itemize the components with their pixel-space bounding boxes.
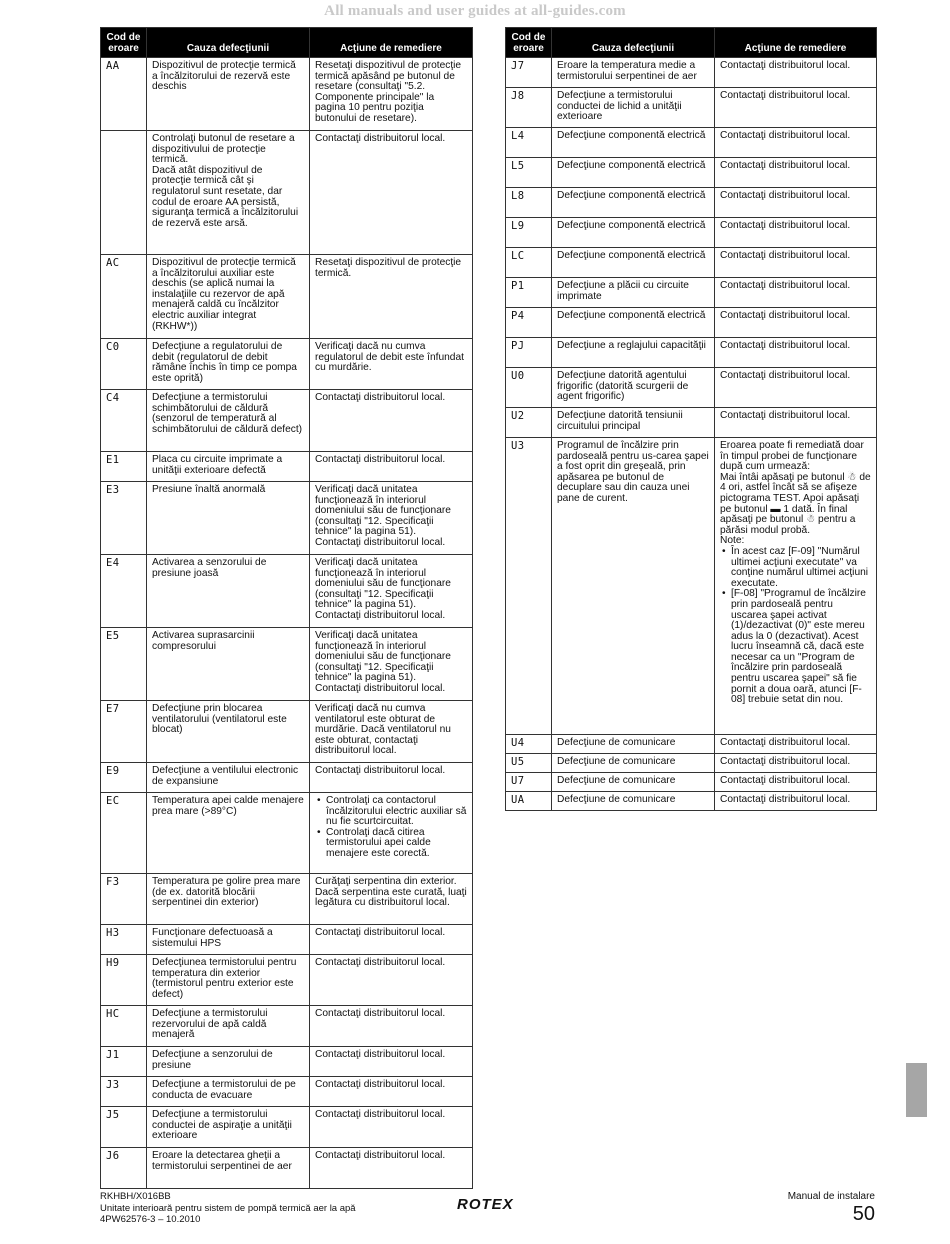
error-action-text: Contactaţi distribuitorul local.	[315, 1079, 446, 1090]
error-cause: Temperatura pe golire prea mare (de ex. datorită blocării serpentinei din exterior)	[147, 874, 310, 925]
error-action	[310, 925, 473, 955]
error-code: F3	[101, 874, 147, 925]
error-action	[715, 88, 877, 128]
error-action-text: Contactaţi distribuitorul local.	[720, 190, 851, 201]
error-action-text: Verificaţi dacă unitatea funcţionează în interiorul domeniului său de funcţionare (consultaţi "12. Specificaţii tehnice" la pagina 51). Contactaţi distribuitorul local.	[315, 557, 451, 621]
table-row	[101, 955, 473, 1006]
error-cause: Funcţionare defectuoasă a sistemului HPS	[147, 925, 310, 955]
action-bullet: • Controlaţi ca contactorul încălzitorului electric auxiliar să nu fie scurtcircuitat.	[315, 796, 467, 828]
error-action-text: Contactaţi distribuitorul local.	[720, 310, 851, 321]
error-code: E7	[101, 701, 147, 763]
error-cause: Dispozitivul de protecţie termică a încălzitorului auxiliar este deschis (se aplică numai la instalaţiile cu rezervor de apă menajeră caldă cu încălzitor electric auxiliar integrat (RKHW*))	[147, 255, 310, 339]
error-cause: Defecţiune componentă electrică	[552, 248, 715, 278]
error-cause: Defecţiune a termistorului de pe conducta de evacuare	[147, 1077, 310, 1107]
error-action	[310, 555, 473, 628]
col-header-code: Cod de eroare	[101, 28, 147, 58]
table-body-left	[101, 58, 473, 1189]
error-table-left	[100, 27, 473, 1189]
error-action	[715, 218, 877, 248]
error-action	[310, 1047, 473, 1077]
error-action	[310, 339, 473, 390]
error-code: J7	[506, 58, 552, 88]
error-code: H9	[101, 955, 147, 1006]
error-code: AC	[101, 255, 147, 339]
table-row	[101, 1077, 473, 1107]
error-cause: Defecţiune datorită tensiunii circuitului principal	[552, 408, 715, 438]
error-code: P1	[506, 278, 552, 308]
footer-manual-title: Manual de instalare	[787, 1191, 875, 1202]
action-bullet: • [F-08] "Programul de încălzire prin pardoseală pentru uscarea şapei activat (1)/dezactivat (0)" este mereu adus la 0 (dezactivat). Acest lucru înseamnă că, dacă este necesar ca un "Program de încălzire prin pardoseală pentru uscarea şapei" să fie pornit a doua oară, atunci [F-08] trebuie setat din nou.	[720, 589, 871, 706]
table-row	[101, 131, 473, 255]
error-code: U3	[506, 438, 552, 735]
footer-model: RKHBH/X016BB	[100, 1191, 171, 1202]
error-action-text: Contactaţi distribuitorul local.	[720, 130, 851, 141]
table-row	[506, 128, 877, 158]
col-header-action: Acţiune de remediere	[715, 28, 877, 58]
error-cause: Controlaţi butonul de resetare a dispozitivului de protecţie termică. Dacă atât dispozitivul de protecţie termică cât şi regulatorul sunt resetate, dar codul de eroare AA persistă, siguranţa termică a încălzitorului de rezervă este arsă.	[147, 131, 310, 255]
error-cause: Defecţiune datorită agentului frigorific (datorită scurgerii de agent frigorific)	[552, 368, 715, 408]
chapter-tab-marker	[906, 1063, 927, 1117]
table-row	[101, 339, 473, 390]
error-action	[310, 1107, 473, 1148]
table-row	[506, 308, 877, 338]
watermark: All manuals and user guides at all-guides.com	[324, 3, 626, 19]
error-code: U4	[506, 735, 552, 754]
error-action-text: Contactaţi distribuitorul local.	[720, 250, 851, 261]
table-row	[506, 218, 877, 248]
error-code: P4	[506, 308, 552, 338]
error-action	[715, 368, 877, 408]
table-row	[101, 763, 473, 793]
error-cause: Defecţiune a senzorului de presiune	[147, 1047, 310, 1077]
error-code: LC	[506, 248, 552, 278]
error-action-text: Resetaţi dispozitivul de protecţie termică apăsând pe butonul de resetare (consultaţi "5.2. Componente principale" la pagina 10 pentru poziţia butonului de resetare).	[315, 60, 462, 124]
error-cause: Defecţiune de comunicare	[552, 735, 715, 754]
error-code: E5	[101, 628, 147, 701]
error-cause: Eroare la temperatura medie a termistorului serpentinei de aer	[552, 58, 715, 88]
table-row	[101, 390, 473, 452]
table-row	[506, 278, 877, 308]
error-code: UA	[506, 792, 552, 811]
error-code: AA	[101, 58, 147, 131]
error-action	[310, 763, 473, 793]
error-cause: Defecţiune a termistorului schimbătorului de căldură (senzorul de temperatură al schimbătorului de căldură defect)	[147, 390, 310, 452]
error-cause: Programul de încălzire prin pardoseală pentru us-carea şapei a fost oprit din greşeală, prin apăsarea pe butonul de decuplare sau din cauza unei pane de curent.	[552, 438, 715, 735]
error-cause: Defecţiune de comunicare	[552, 792, 715, 811]
error-action	[310, 452, 473, 482]
error-cause: Placa cu circuite imprimate a unităţii exterioare defectă	[147, 452, 310, 482]
error-action	[715, 735, 877, 754]
table-row	[506, 58, 877, 88]
error-code: E9	[101, 763, 147, 793]
action-bullet: • În acest caz [F-09] "Numărul ultimei acţiuni executate" va conţine numărul ultimei acţiuni executate.	[720, 547, 871, 589]
error-code: HC	[101, 1006, 147, 1047]
error-action-text: Contactaţi distribuitorul local.	[315, 1049, 446, 1060]
error-action	[310, 131, 473, 255]
error-action-text: Verificaţi dacă unitatea funcţionează în interiorul domeniului său de funcţionare (consultaţi "12. Specificaţii tehnice" la pagina 51). Contactaţi distribuitorul local.	[315, 630, 451, 694]
col-header-cause: Cauza defecţiunii	[552, 28, 715, 58]
table-body-right	[506, 58, 877, 811]
table-row	[101, 925, 473, 955]
error-action-text: Contactaţi distribuitorul local.	[315, 765, 446, 776]
error-code: L5	[506, 158, 552, 188]
error-action	[715, 158, 877, 188]
table-row	[101, 452, 473, 482]
error-cause: Temperatura apei calde menajere prea mare (>89°C)	[147, 793, 310, 874]
error-action	[310, 390, 473, 452]
error-code: U0	[506, 368, 552, 408]
error-action-text: Contactaţi distribuitorul local.	[315, 927, 446, 938]
table-row	[101, 58, 473, 131]
page-number: 50	[852, 1203, 875, 1225]
table-row	[101, 1047, 473, 1077]
error-action	[715, 308, 877, 338]
table-row	[506, 408, 877, 438]
error-action	[310, 1148, 473, 1189]
error-code: U2	[506, 408, 552, 438]
error-action-text: Contactaţi distribuitorul local.	[315, 1109, 446, 1120]
footer-left	[100, 1191, 356, 1226]
table-row	[101, 874, 473, 925]
error-action	[310, 701, 473, 763]
col-header-code: Cod de eroare	[506, 28, 552, 58]
table-row	[101, 1006, 473, 1047]
error-action	[715, 248, 877, 278]
error-action-text: Contactaţi distribuitorul local.	[315, 957, 446, 968]
table-header-row	[506, 28, 877, 58]
error-action	[715, 278, 877, 308]
error-action-text: Contactaţi distribuitorul local.	[720, 410, 851, 421]
table-row	[506, 88, 877, 128]
error-action	[715, 58, 877, 88]
error-cause: Dispozitivul de protecţie termică a încălzitorului de rezervă este deschis	[147, 58, 310, 131]
error-action-text: Contactaţi distribuitorul local.	[720, 220, 851, 231]
error-action	[310, 1077, 473, 1107]
error-code: L8	[506, 188, 552, 218]
table-row	[506, 438, 877, 735]
error-cause: Defecţiunea termistorului pentru temperatura din exterior (termistorul pentru exterior este defect)	[147, 955, 310, 1006]
error-action	[310, 482, 473, 555]
error-action-text: Contactaţi distribuitorul local.	[720, 370, 851, 381]
error-action-text: Contactaţi distribuitorul local.	[720, 775, 851, 786]
error-action	[310, 874, 473, 925]
error-code: EC	[101, 793, 147, 874]
error-code: J3	[101, 1077, 147, 1107]
error-action-text: Contactaţi distribuitorul local.	[720, 794, 851, 805]
error-action-text: Contactaţi distribuitorul local.	[720, 280, 851, 291]
error-cause: Defecţiune componentă electrică	[552, 308, 715, 338]
table-row	[101, 255, 473, 339]
error-cause: Defecţiune a termistorului conductei de aspiraţie a unităţii exterioare	[147, 1107, 310, 1148]
error-code: E3	[101, 482, 147, 555]
table-row	[101, 628, 473, 701]
footer-description: Unitate interioară pentru sistem de pompă termică aer la apă	[100, 1202, 356, 1214]
table-row	[506, 754, 877, 773]
col-header-action: Acţiune de remediere	[310, 28, 473, 58]
error-code: J8	[506, 88, 552, 128]
table-row	[506, 792, 877, 811]
error-action-text: Verificaţi dacă unitatea funcţionează în interiorul domeniului său de funcţionare (consultaţi "12. Specificaţii tehnice" la pagina 51). Contactaţi distribuitorul local.	[315, 484, 451, 548]
error-code: J1	[101, 1047, 147, 1077]
action-bullet-list	[315, 796, 467, 860]
col-header-cause: Cauza defecţiunii	[147, 28, 310, 58]
error-cause: Activarea suprasarcinii compresorului	[147, 628, 310, 701]
brand-logo: ROTEX	[457, 1196, 514, 1213]
error-action	[715, 408, 877, 438]
error-code: U5	[506, 754, 552, 773]
error-cause: Presiune înaltă anormală	[147, 482, 310, 555]
error-cause: Defecţiune de comunicare	[552, 754, 715, 773]
error-action	[715, 338, 877, 368]
table-row	[101, 555, 473, 628]
error-action	[310, 58, 473, 131]
error-action	[715, 438, 877, 735]
error-cause: Defecţiune a plăcii cu circuite imprimate	[552, 278, 715, 308]
error-action-text: Curăţaţi serpentina din exterior. Dacă serpentina este curată, luaţi legătura cu distribuitorul local.	[315, 876, 467, 909]
table-row	[101, 701, 473, 763]
error-action	[715, 128, 877, 158]
error-action-text: Contactaţi distribuitorul local.	[315, 133, 446, 144]
action-bullet: • Controlaţi dacă citirea termistorului apei calde menajere este corectă.	[315, 828, 467, 860]
error-code	[101, 131, 147, 255]
error-cause: Defecţiune prin blocarea ventilatorului (ventilatorul este blocat)	[147, 701, 310, 763]
error-code: H3	[101, 925, 147, 955]
error-code: E4	[101, 555, 147, 628]
table-row	[506, 735, 877, 754]
error-action-text: Contactaţi distribuitorul local.	[720, 756, 851, 767]
error-action	[310, 628, 473, 701]
error-action-text: Eroarea poate fi remediată doar în timpul probei de funcţionare după cum urmează: Mai întâi apăsaţi pe butonul ☃ de 4 ori, astfel încât să se afişeze pictograma TEST. Apoi apăsaţi pe butonul ▬ 1 dată. În final apăsaţi pe butonul ☃ pentru a părăsi modul probă. Note:	[720, 440, 871, 547]
error-action	[715, 188, 877, 218]
error-action-text: Contactaţi distribuitorul local.	[720, 737, 851, 748]
error-code: L9	[506, 218, 552, 248]
error-code: J5	[101, 1107, 147, 1148]
error-cause: Eroare la detectarea gheţii a termistorului serpentinei de aer	[147, 1148, 310, 1189]
table-row	[101, 793, 473, 874]
error-code: C4	[101, 390, 147, 452]
error-cause: Activarea a senzorului de presiune joasă	[147, 555, 310, 628]
footer-docnum: 4PW62576-3 – 10.2010	[100, 1214, 201, 1225]
error-code: L4	[506, 128, 552, 158]
error-code: C0	[101, 339, 147, 390]
error-cause: Defecţiune a termistorului rezervorului de apă caldă menajeră	[147, 1006, 310, 1047]
error-code: E1	[101, 452, 147, 482]
table-row	[506, 158, 877, 188]
error-action	[310, 1006, 473, 1047]
table-row	[101, 1148, 473, 1189]
table-row	[506, 248, 877, 278]
table-header-row	[101, 28, 473, 58]
error-cause: Defecţiune a ventilului electronic de expansiune	[147, 763, 310, 793]
error-cause: Defecţiune a termistorului conductei de lichid a unităţii exterioare	[552, 88, 715, 128]
table-row	[506, 338, 877, 368]
table-row	[101, 482, 473, 555]
error-cause: Defecţiune a regulatorului de debit (regulatorul de debit rămâne închis în timp ce pompa este oprită)	[147, 339, 310, 390]
error-code: PJ	[506, 338, 552, 368]
error-code: U7	[506, 773, 552, 792]
error-action-text: Contactaţi distribuitorul local.	[720, 90, 851, 101]
action-bullet-list	[720, 547, 871, 706]
error-action	[715, 754, 877, 773]
error-action	[310, 793, 473, 874]
table-row	[506, 188, 877, 218]
error-action	[310, 955, 473, 1006]
table-row	[506, 368, 877, 408]
error-action-text: Contactaţi distribuitorul local.	[720, 60, 851, 71]
error-cause: Defecţiune componentă electrică	[552, 188, 715, 218]
error-action	[715, 773, 877, 792]
error-cause: Defecţiune de comunicare	[552, 773, 715, 792]
error-cause: Defecţiune componentă electrică	[552, 218, 715, 248]
error-cause: Defecţiune componentă electrică	[552, 158, 715, 188]
error-action-text: Contactaţi distribuitorul local.	[720, 340, 851, 351]
table-row	[101, 1107, 473, 1148]
error-code: J6	[101, 1148, 147, 1189]
error-action-text: Contactaţi distribuitorul local.	[720, 160, 851, 171]
error-action-text: Contactaţi distribuitorul local.	[315, 1150, 446, 1161]
error-cause: Defecţiune componentă electrică	[552, 128, 715, 158]
error-action	[310, 255, 473, 339]
error-action-text: Resetaţi dispozitivul de protecţie termică.	[315, 257, 462, 279]
error-table-right	[505, 27, 877, 811]
error-cause: Defecţiune a reglajului capacităţii	[552, 338, 715, 368]
error-action-text: Contactaţi distribuitorul local.	[315, 454, 446, 465]
table-row	[506, 773, 877, 792]
error-action-text: Verificaţi dacă nu cumva regulatorul de debit este înfundat cu murdărie.	[315, 341, 464, 374]
error-action-text: Contactaţi distribuitorul local.	[315, 392, 446, 403]
error-action-text: Contactaţi distribuitorul local.	[315, 1008, 446, 1019]
error-action-text: Verificaţi dacă nu cumva ventilatorul este obturat de murdărie. Dacă ventilatorul nu este obturat, contactaţi distribuitorul local.	[315, 703, 451, 757]
error-action	[715, 792, 877, 811]
footer-right	[788, 1191, 875, 1225]
